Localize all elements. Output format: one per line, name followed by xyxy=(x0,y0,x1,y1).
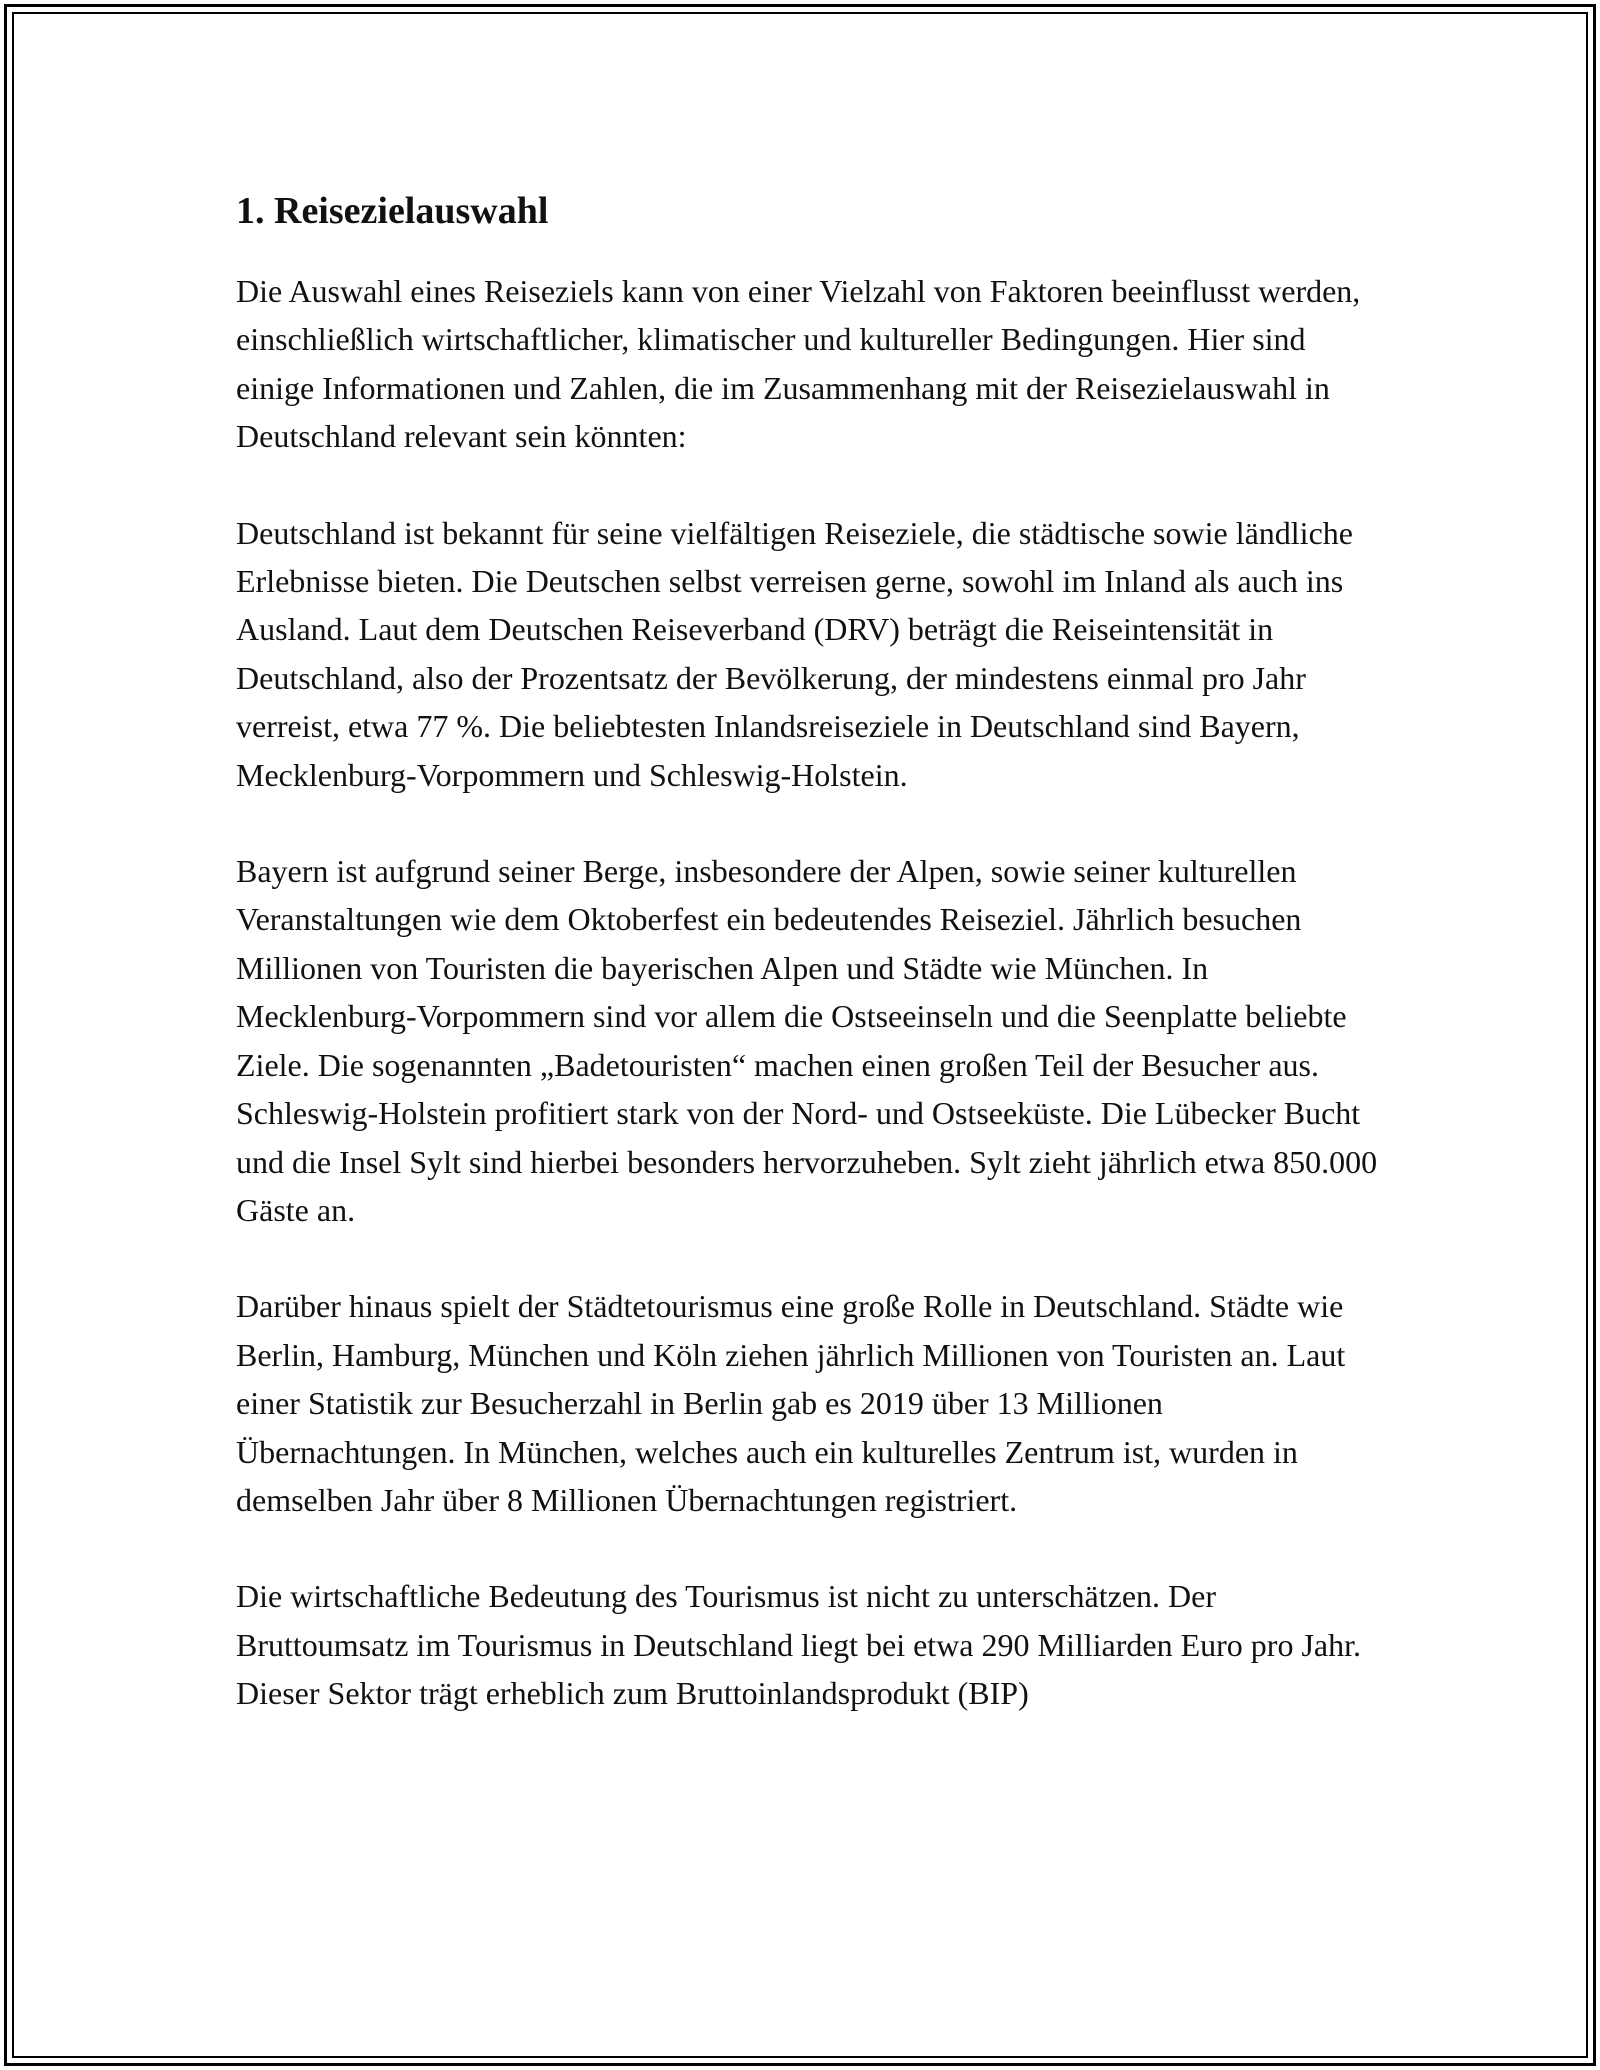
paragraph-city-tourism: Darüber hinaus spielt der Städtetourismus eine große Rolle in Deutschland. Städte wie Berlin, Hamburg, München und Köln ziehen jährlich Millionen von Touristen an. Laut einer Statistik zur Besucherzahl in Berlin gab es 2019 über 13 Millionen Übernachtungen. In München, welches auch ein kulturelles Zentrum ist, wurden in demselben Jahr über 8 Millionen Übernachtungen registriert. xyxy=(236,1288,1346,1518)
paragraph-economic-impact: Die wirtschaftliche Bedeutung des Tourismus ist nicht zu unterschätzen. Der Bruttoumsatz im Tourismus in Deutschland liegt bei etwa 290 Milliarden Euro pro Jahr. Dieser Sektor trägt erheblich zum Bruttoinlandsprodukt (BIP) xyxy=(236,1578,1361,1712)
paragraph-intro: Die Auswahl eines Reiseziels kann von einer Vielzahl von Faktoren beeinflusst werden, einschließlich wirtschaftlicher, klimatischer und kultureller Bedingungen. Hier sind einige Informationen und Zahlen, die im Zusammenhang mit der Reisezielauswahl in Deutschland relevant sein könnten: xyxy=(236,273,1361,455)
document-body xyxy=(236,185,1386,1766)
paragraph-regions: Bayern ist aufgrund seiner Berge, insbesondere der Alpen, sowie seiner kulturellen Veranstaltungen wie dem Oktoberfest ein bedeutendes Reiseziel. Jährlich besuchen Millionen von Touristen die bayerischen Alpen und Städte wie München. In Mecklenburg-Vorpommern sind vor allem die Ostseeinseln und die Seenplatte beliebte Ziele. Die sogenannten „Badetouristen“ machen einen großen Teil der Besucher aus. Schleswig-Holstein profitiert stark von der Nord- und Ostseeküste. Die Lübecker Bucht und die Insel Sylt sind hierbei besonders hervorzuheben. Sylt zieht jährlich etwa 850.000 Gäste an. xyxy=(236,853,1378,1228)
paragraph-travel-intensity: Deutschland ist bekannt für seine vielfältigen Reiseziele, die städtische sowie ländliche Erlebnisse bieten. Die Deutschen selbst verreisen gerne, sowohl im Inland als auch ins Ausland. Laut dem Deutschen Reiseverband (DRV) beträgt die Reiseintensität in Deutschland, also der Prozentsatz der Bevölkerung, der mindestens einmal pro Jahr verreist, etwa 77 %. Die beliebtesten Inlandsreiseziele in Deutschland sind Bayern, Mecklenburg-Vorpommern und Schleswig-Holstein. xyxy=(236,514,1353,793)
section-heading: 1. Reisezielauswahl xyxy=(236,190,549,232)
